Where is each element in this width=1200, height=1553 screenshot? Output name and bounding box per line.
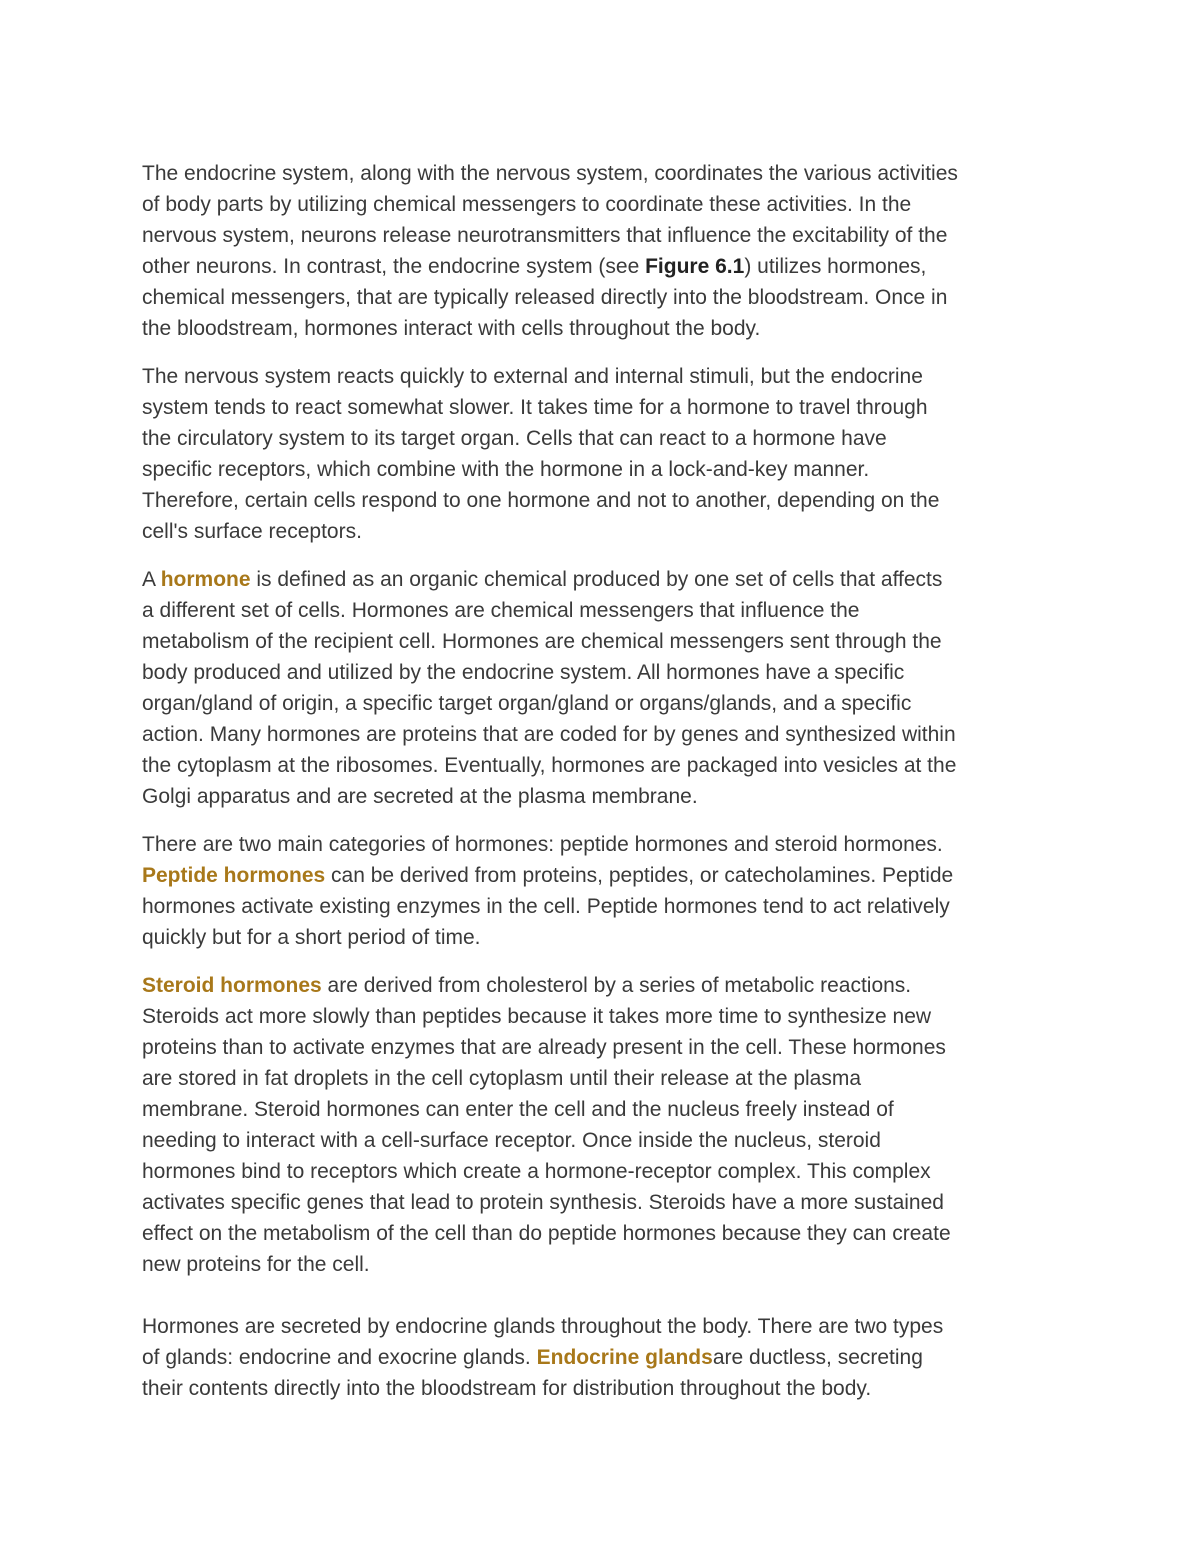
text-run: Golgi apparatus and are secreted at the plasma membrane. [142,785,698,808]
text-line [142,1311,1072,1342]
text-line [142,829,1072,860]
text-run: are derived from cholesterol by a series of metabolic reactions. [321,974,912,997]
text-run: other neurons. In contrast, the endocrine system (see [142,255,646,278]
text-run: of glands: endocrine and exocrine glands. [142,1346,537,1369]
text-line [142,251,1072,282]
paragraph-p5 [142,970,1072,1280]
text-line [142,688,1072,719]
text-run: needing to interact with a cell-surface receptor. Once inside the nucleus, steroid [142,1129,881,1152]
text-line [142,392,1072,423]
text-line [142,516,1072,547]
text-run: cell's surface receptors. [142,520,362,543]
text-run: There are two main categories of hormones: peptide hormones and steroid hormones. [142,833,943,856]
text-run: the bloodstream, hormones interact with cells throughout the body. [142,317,761,340]
text-run: chemical messengers, that are typically released directly into the bloodstream. Once in [142,286,948,309]
text-line [142,220,1072,251]
text-run: quickly but for a short period of time. [142,926,481,949]
text-line [142,1156,1072,1187]
text-run: The nervous system reacts quickly to external and internal stimuli, but the endocrine [142,365,923,388]
text-line [142,313,1072,344]
text-run: Steroids act more slowly than peptides because it takes more time to synthesize new [142,1005,932,1028]
text-line [142,1249,1072,1280]
text-run: Hormones are secreted by endocrine glands throughout the body. There are two types [142,1315,944,1338]
text-line [142,719,1072,750]
text-line [142,1032,1072,1063]
paragraph-p2 [142,361,1072,547]
text-line [142,1187,1072,1218]
text-run: activates specific genes that lead to protein synthesis. Steroids have a more sustained [142,1191,944,1214]
text-line [142,626,1072,657]
text-line [142,1001,1072,1032]
text-line [142,970,1072,1001]
text-run: can be derived from proteins, peptides, or catecholamines. Peptide [325,864,954,887]
text-run: hormones activate existing enzymes in the cell. Peptide hormones tend to act relatively [142,895,950,918]
paragraph-p1 [142,158,1072,344]
key-term: Steroid hormones [142,974,322,997]
text-run: A [142,568,161,591]
text-run: the circulatory system to its target organ. Cells that can react to a hormone have [142,427,887,450]
text-line [142,750,1072,781]
key-term: hormone [160,568,251,591]
paragraph-p4 [142,829,1072,953]
text-line [142,564,1072,595]
text-run: are ductless, secreting [712,1346,923,1369]
text-run: Therefore, certain cells respond to one hormone and not to another, depending on the [142,489,940,512]
text-line [142,657,1072,688]
text-run: nervous system, neurons release neurotransmitters that influence the excitability of the [142,224,948,247]
text-line [142,781,1072,812]
text-line [142,158,1072,189]
text-line [142,282,1072,313]
text-run: organ/gland of origin, a specific target organ/gland or organs/glands, and a specific [142,692,912,715]
key-term: Endocrine glands [536,1346,713,1369]
text-run: metabolism of the recipient cell. Hormones are chemical messengers sent through the [142,630,942,653]
paragraph-p3 [142,564,1072,812]
text-line [142,1342,1072,1373]
text-line [142,922,1072,953]
text-line [142,423,1072,454]
text-line [142,1218,1072,1249]
text-run: their contents directly into the bloodstream for distribution throughout the body. [142,1377,872,1400]
text-run: of body parts by utilizing chemical messengers to coordinate these activities. In the [142,193,912,216]
text-run: a different set of cells. Hormones are chemical messengers that influence the [142,599,860,622]
text-run: action. Many hormones are proteins that are coded for by genes and synthesized within [142,723,956,746]
text-run: effect on the metabolism of the cell than do peptide hormones because they can create [142,1222,951,1245]
text-line [142,1125,1072,1156]
text-line [142,1373,1072,1404]
text-run: proteins than to activate enzymes that are already present in the cell. These hormones [142,1036,946,1059]
text-line [142,485,1072,516]
text-run: specific receptors, which combine with the hormone in a lock-and-key manner. [142,458,870,481]
text-run: is defined as an organic chemical produced by one set of cells that affects [250,568,943,591]
paragraph-p6 [142,1311,1072,1404]
text-line [142,189,1072,220]
text-line [142,454,1072,485]
text-line [142,891,1072,922]
key-term: Peptide hormones [142,864,326,887]
text-line [142,1094,1072,1125]
text-run: The endocrine system, along with the nervous system, coordinates the various activities [142,162,958,185]
text-line [142,361,1072,392]
text-run: hormones bind to receptors which create a hormone-receptor complex. This complex [142,1160,931,1183]
text-run: system tends to react somewhat slower. It takes time for a hormone to travel through [142,396,928,419]
text-run: body produced and utilized by the endocrine system. All hormones have a specific [142,661,905,684]
document-page [142,158,1072,1421]
text-run: membrane. Steroid hormones can enter the cell and the nucleus freely instead of [142,1098,894,1121]
text-run: the cytoplasm at the ribosomes. Eventually, hormones are packaged into vesicles at the [142,754,957,777]
text-run: ) utilizes hormones, [744,255,927,278]
figure-reference: Figure 6.1 [645,255,745,278]
text-line [142,1063,1072,1094]
text-line [142,595,1072,626]
text-run: new proteins for the cell. [142,1253,370,1276]
text-run: are stored in fat droplets in the cell cytoplasm until their release at the plasma [142,1067,862,1090]
text-line [142,860,1072,891]
